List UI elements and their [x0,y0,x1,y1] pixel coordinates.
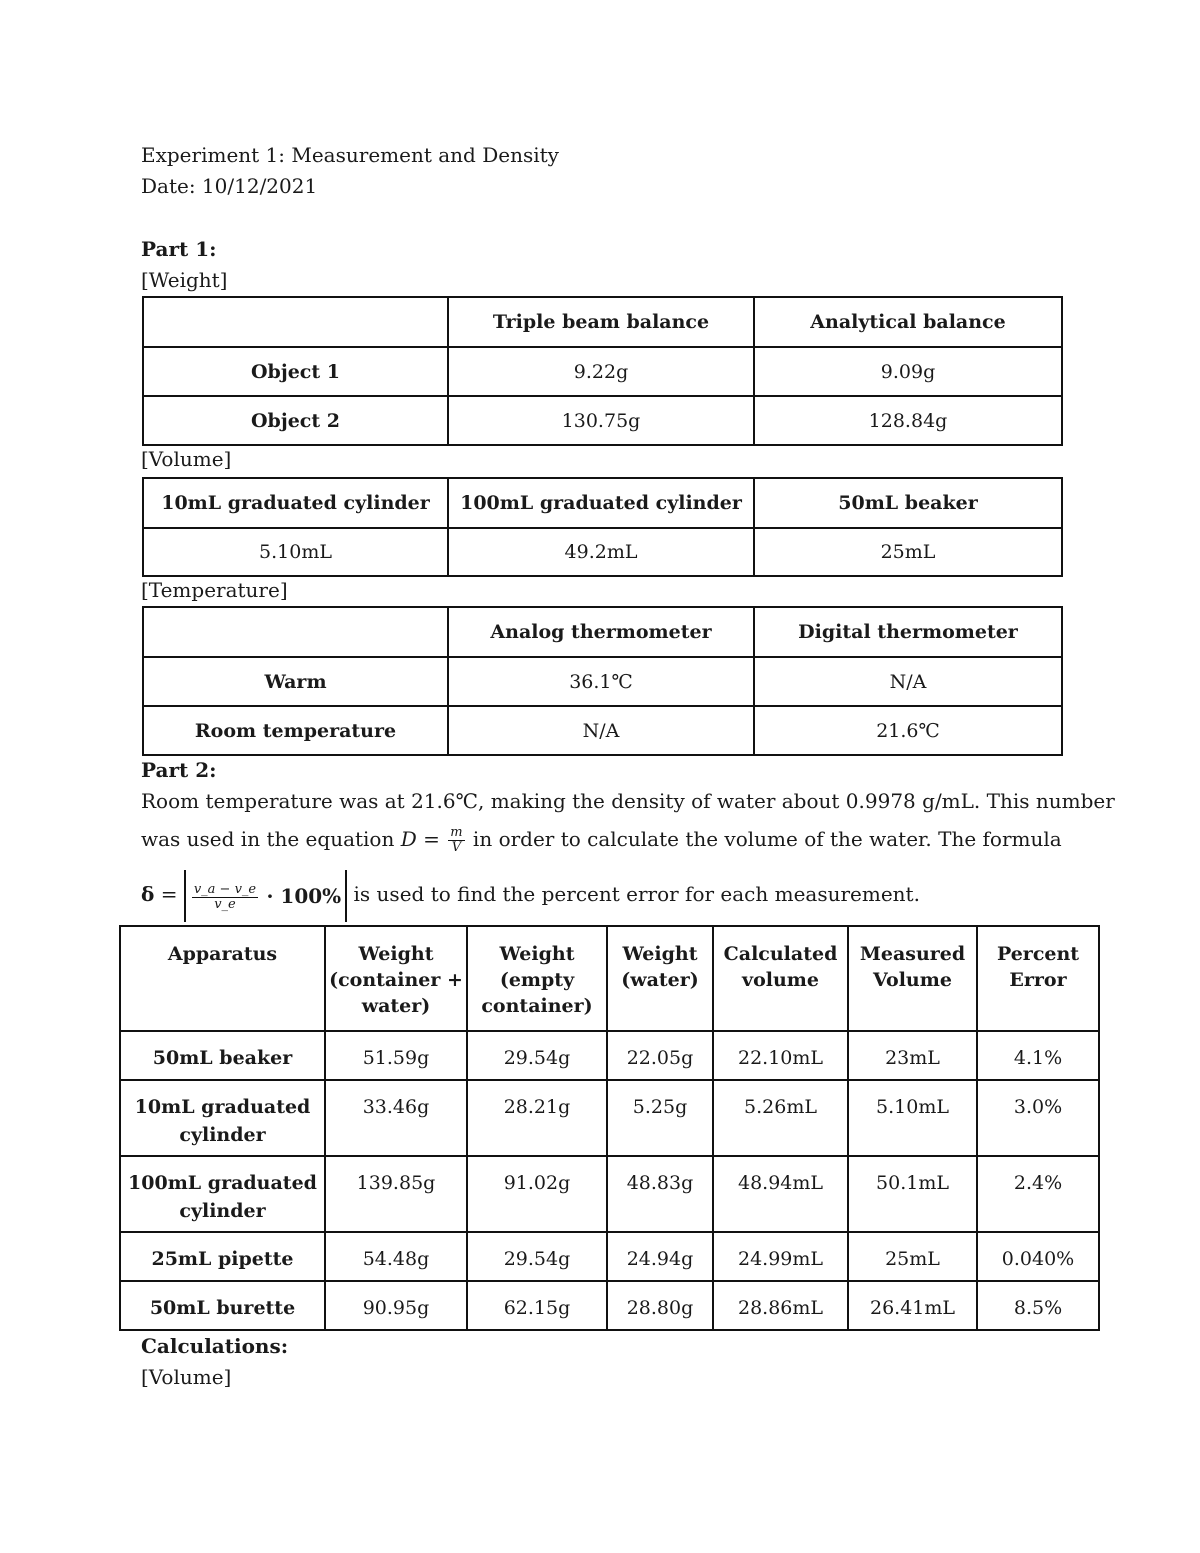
equals-sign: = [423,827,440,851]
weight-header-triple-beam: Triple beam balance [448,297,754,347]
temperature-header-digital: Digital thermometer [754,607,1062,657]
weight-cell: 128.84g [754,396,1062,445]
volume-header-100ml-cylinder: 100mL graduated cylinder [448,478,754,528]
temperature-table [142,606,1063,756]
header-weight-container-water: Weight (container + water) [325,926,467,1031]
table-row [120,1281,1099,1330]
table-row [143,528,1062,576]
volume-header-10ml-cylinder: 10mL graduated cylinder [143,478,448,528]
table-cell: 50.1mL [848,1156,977,1232]
volume-cell: 49.2mL [448,528,754,576]
table-cell: 22.10mL [713,1031,848,1080]
table-cell: 28.21g [467,1080,607,1156]
weight-header-blank [143,297,448,347]
apparatus-cell: 100mL graduated cylinder [120,1156,325,1232]
table-row [143,657,1062,706]
weight-cell: 9.09g [754,347,1062,396]
table-row [120,1156,1099,1232]
percent-error-fraction [192,883,258,912]
table-cell: 0.040% [977,1232,1099,1281]
delta-equals-sign: = [160,882,178,906]
apparatus-cell: 50mL burette [120,1281,325,1330]
weight-cell: 9.22g [448,347,754,396]
table-row [120,1080,1099,1156]
calculations-volume-label: [Volume] [141,1365,232,1389]
weight-row-label: Object 1 [143,347,448,396]
table-cell: 28.80g [607,1281,713,1330]
document-title: Experiment 1: Measurement and Density [141,143,559,167]
table-cell: 91.02g [467,1156,607,1232]
table-cell: 139.85g [325,1156,467,1232]
table-cell: 29.54g [467,1232,607,1281]
delta-symbol: δ [141,882,155,906]
table-cell: 5.25g [607,1080,713,1156]
document-date: Date: 10/12/2021 [141,174,318,198]
volume-section-label: [Volume] [141,447,232,471]
density-fraction [448,826,464,855]
header-apparatus: Apparatus [120,926,325,1031]
volume-cell: 5.10mL [143,528,448,576]
header-weight-empty-container: Weight (empty container) [467,926,607,1031]
table-cell: 48.83g [607,1156,713,1232]
table-cell: 24.94g [607,1232,713,1281]
volume-symbol: V [451,840,462,855]
apparatus-cell: 50mL beaker [120,1031,325,1080]
volume-header-50ml-beaker: 50mL beaker [754,478,1062,528]
table-cell: 51.59g [325,1031,467,1080]
weight-row-label: Object 2 [143,396,448,445]
table-row [143,706,1062,755]
weight-header-analytical: Analytical balance [754,297,1062,347]
table-cell: 62.15g [467,1281,607,1330]
results-table-header [120,926,1099,1031]
part2-paragraph-line3 [141,868,920,922]
table-cell: 25mL [848,1232,977,1281]
table-row [143,396,1062,445]
volume-table-header [143,478,1062,528]
temperature-cell: 36.1℃ [448,657,754,706]
header-weight-water: Weight (water) [607,926,713,1031]
table-cell: 3.0% [977,1080,1099,1156]
formula-multiplier: · 100% [266,883,342,908]
weight-cell: 130.75g [448,396,754,445]
calculations-heading: Calculations: [141,1334,289,1358]
header-percent-error: Percent Error [977,926,1099,1031]
table-cell: 54.48g [325,1232,467,1281]
temperature-header-analog: Analog thermometer [448,607,754,657]
table-row [120,1031,1099,1080]
table-cell: 24.99mL [713,1232,848,1281]
temperature-cell: N/A [754,657,1062,706]
temperature-cell: N/A [448,706,754,755]
temperature-section-label: [Temperature] [141,578,288,602]
temperature-header-blank [143,607,448,657]
part1-heading: Part 1: [141,237,217,261]
formula-denominator: v_e [214,896,236,912]
apparatus-cell: 10mL graduated cylinder [120,1080,325,1156]
table-cell: 28.86mL [713,1281,848,1330]
header-measured-volume: Measured Volume [848,926,977,1031]
table-cell: 23mL [848,1031,977,1080]
table-cell: 2.4% [977,1156,1099,1232]
table-cell: 29.54g [467,1031,607,1080]
table-cell: 22.05g [607,1031,713,1080]
temperature-row-label: Room temperature [143,706,448,755]
results-table [119,925,1100,1331]
weight-section-label: [Weight] [141,268,228,292]
table-cell: 33.46g [325,1080,467,1156]
table-cell: 48.94mL [713,1156,848,1232]
table-cell: 5.26mL [713,1080,848,1156]
table-cell: 8.5% [977,1281,1099,1330]
part2-heading: Part 2: [141,758,217,782]
weight-table [142,296,1063,446]
apparatus-cell: 25mL pipette [120,1232,325,1281]
temperature-cell: 21.6℃ [754,706,1062,755]
density-symbol: D [400,827,417,851]
table-row [143,347,1062,396]
part2-paragraph-line1: Room temperature was at 21.6℃, making the density of water about 0.9978 g/mL. This number [141,789,1115,813]
temperature-row-label: Warm [143,657,448,706]
table-cell: 4.1% [977,1031,1099,1080]
line3-post-text: is used to find the percent error for each measurement. [347,882,920,906]
volume-table [142,477,1063,577]
volume-cell: 25mL [754,528,1062,576]
table-cell: 5.10mL [848,1080,977,1156]
part2-paragraph-line2 [141,822,1062,856]
table-cell: 26.41mL [848,1281,977,1330]
weight-table-header [143,297,1062,347]
header-calculated-volume: Calculated volume [713,926,848,1031]
mass-symbol: m [450,825,463,840]
percent-error-formula [184,870,347,922]
line2-post-text: in order to calculate the volume of the water. The formula [466,827,1062,851]
table-row [120,1232,1099,1281]
line2-pre-text: was used in the equation [141,827,401,851]
temperature-table-header [143,607,1062,657]
formula-numerator: v_a − v_e [193,881,257,897]
table-cell: 90.95g [325,1281,467,1330]
